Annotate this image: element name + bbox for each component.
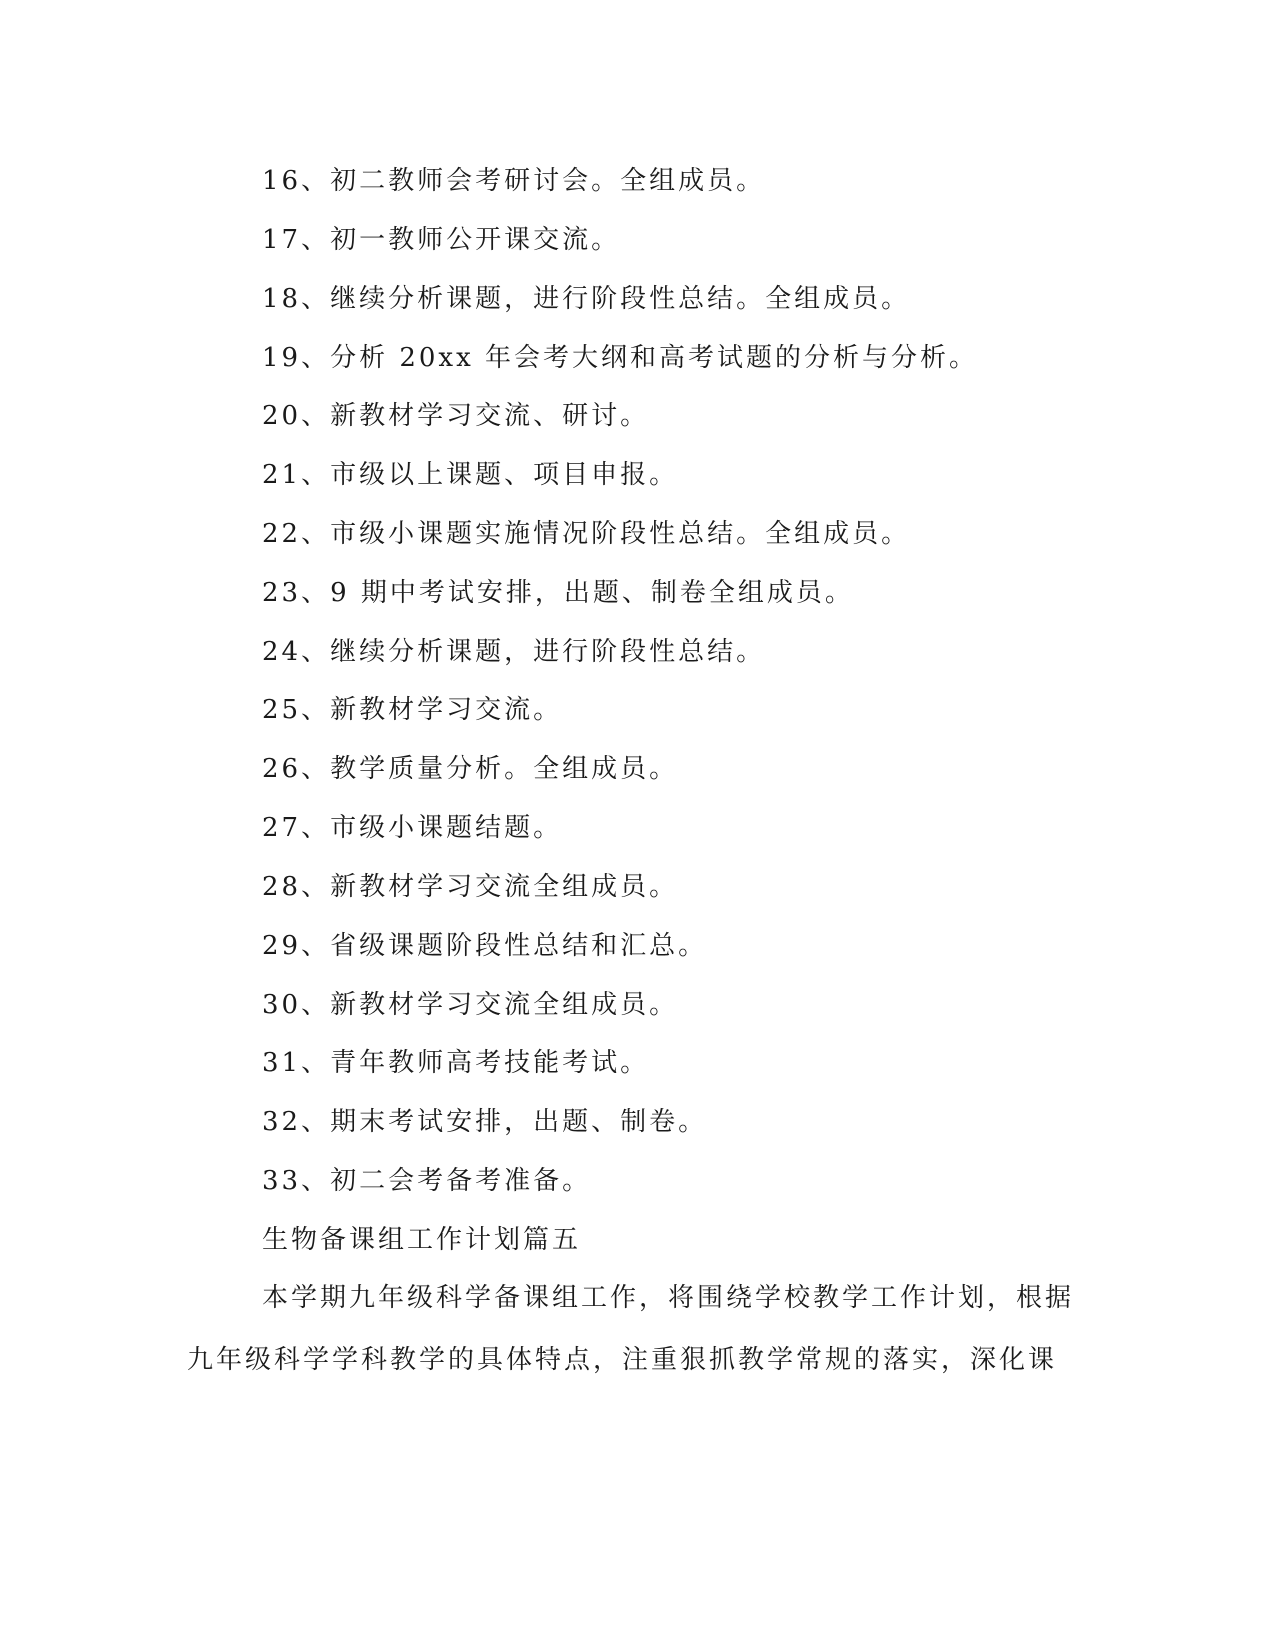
list-item: 17、初一教师公开课交流。 xyxy=(262,225,621,255)
list-item: 30、新教材学习交流全组成员。 xyxy=(262,990,679,1020)
list-item: 24、继续分析课题，进行阶段性总结。 xyxy=(262,637,766,667)
list-item: 22、市级小课题实施情况阶段性总结。全组成员。 xyxy=(262,519,911,549)
list-item: 32、期末考试安排，出题、制卷。 xyxy=(262,1107,708,1137)
list-item: 18、继续分析课题，进行阶段性总结。全组成员。 xyxy=(262,284,911,314)
list-item: 20、新教材学习交流、研讨。 xyxy=(262,401,650,431)
list-item: 26、教学质量分析。全组成员。 xyxy=(262,754,679,784)
list-item: 31、青年教师高考技能考试。 xyxy=(262,1048,650,1078)
list-item: 16、初二教师会考研讨会。全组成员。 xyxy=(262,166,766,196)
list-item: 29、省级课题阶段性总结和汇总。 xyxy=(262,931,708,961)
list-item: 33、初二会考备考准备。 xyxy=(262,1166,592,1196)
section-heading: 生物备课组工作计划篇五 xyxy=(262,1225,582,1255)
body-paragraph: 本学期九年级科学备课组工作，将围绕学校教学工作计划，根据九年级科学学科教学的具体特点，注重狠抓教学常规的落实，深化课 xyxy=(187,1283,1075,1375)
list-item: 21、市级以上课题、项目申报。 xyxy=(262,460,679,490)
list-item: 28、新教材学习交流全组成员。 xyxy=(262,872,679,902)
list-item: 19、分析 20xx 年会考大纲和高考试题的分析与分析。 xyxy=(262,343,979,373)
list-item: 25、新教材学习交流。 xyxy=(262,695,563,725)
list-item: 23、9 期中考试安排，出题、制卷全组成员。 xyxy=(262,578,854,608)
list-item: 27、市级小课题结题。 xyxy=(262,813,563,843)
